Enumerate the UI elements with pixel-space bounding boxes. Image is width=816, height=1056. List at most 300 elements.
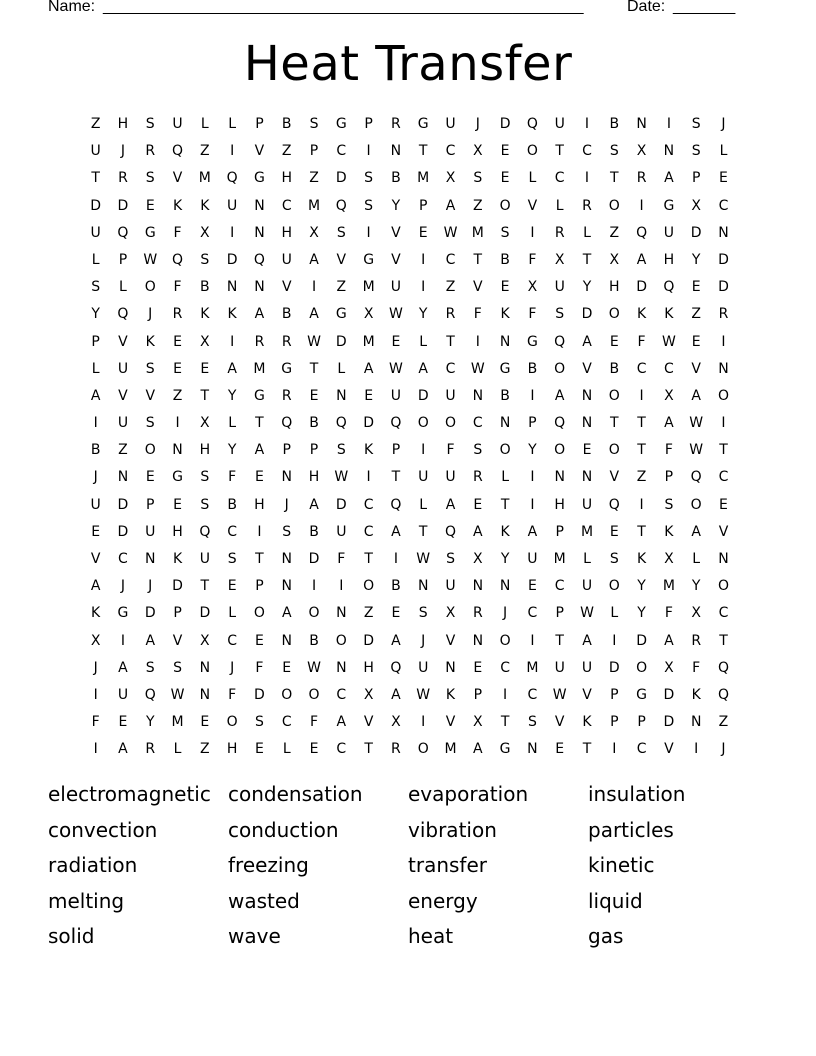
grid-letter[interactable]: T: [637, 442, 646, 459]
grid-letter[interactable]: X: [664, 551, 674, 567]
grid-letter[interactable]: X: [691, 605, 701, 622]
grid-letter[interactable]: V: [254, 143, 265, 160]
grid-letter[interactable]: K: [445, 686, 456, 703]
grid-letter[interactable]: T: [200, 578, 210, 595]
grid-letter[interactable]: O: [444, 415, 457, 432]
grid-letter[interactable]: S: [500, 224, 510, 241]
grid-letter[interactable]: G: [335, 306, 347, 323]
grid-letter[interactable]: D: [117, 523, 129, 540]
grid-letter[interactable]: F: [337, 551, 346, 567]
grid-letter[interactable]: D: [363, 415, 374, 432]
grid-letter[interactable]: A: [391, 523, 401, 540]
grid-letter[interactable]: E: [255, 632, 264, 649]
grid-letter[interactable]: C: [336, 741, 347, 758]
grid-letter[interactable]: I: [366, 224, 371, 241]
grid-letter[interactable]: P: [391, 442, 401, 459]
grid-letter[interactable]: T: [255, 551, 264, 567]
grid-letter[interactable]: K: [636, 551, 647, 567]
grid-letter[interactable]: A: [336, 714, 347, 731]
grid-letter[interactable]: T: [500, 714, 510, 731]
grid-letter[interactable]: C: [718, 605, 729, 622]
grid-letter[interactable]: V: [118, 333, 128, 350]
grid-letter[interactable]: I: [639, 197, 644, 214]
grid-letter[interactable]: I: [393, 551, 398, 567]
grid-letter[interactable]: Z: [90, 116, 101, 132]
grid-letter[interactable]: W: [416, 551, 431, 567]
grid-letter[interactable]: E: [173, 333, 182, 350]
grid-letter[interactable]: U: [117, 415, 129, 432]
grid-letter[interactable]: P: [146, 496, 155, 513]
grid-letter[interactable]: T: [500, 496, 510, 513]
grid-letter[interactable]: B: [90, 442, 101, 459]
grid-letter[interactable]: S: [309, 116, 319, 132]
grid-letter[interactable]: B: [309, 523, 319, 540]
grid-letter[interactable]: S: [418, 605, 428, 622]
grid-letter[interactable]: D: [581, 306, 593, 323]
grid-letter[interactable]: D: [417, 387, 429, 404]
grid-letter[interactable]: U: [172, 116, 183, 132]
grid-letter[interactable]: N: [690, 714, 702, 731]
grid-letter[interactable]: R: [145, 741, 156, 758]
grid-letter[interactable]: D: [636, 632, 647, 649]
grid-letter[interactable]: S: [200, 496, 210, 513]
grid-letter[interactable]: E: [719, 496, 728, 513]
grid-letter[interactable]: P: [173, 605, 182, 622]
grid-letter[interactable]: K: [636, 306, 647, 323]
grid-letter[interactable]: L: [528, 170, 537, 187]
grid-letter[interactable]: T: [719, 442, 728, 459]
grid-letter[interactable]: O: [636, 659, 648, 676]
grid-letter[interactable]: T: [637, 523, 646, 540]
grid-letter[interactable]: E: [473, 659, 483, 676]
grid-letter[interactable]: R: [636, 170, 647, 187]
grid-letter[interactable]: G: [636, 686, 648, 703]
grid-letter[interactable]: A: [418, 360, 428, 377]
grid-letter[interactable]: D: [718, 251, 729, 268]
grid-letter[interactable]: N: [527, 741, 538, 758]
grid-letter[interactable]: M: [580, 523, 594, 540]
grid-letter[interactable]: U: [117, 360, 129, 377]
grid-letter[interactable]: S: [555, 306, 565, 323]
grid-letter[interactable]: Q: [390, 496, 402, 513]
grid-letter[interactable]: F: [446, 442, 455, 459]
grid-letter[interactable]: Z: [691, 306, 701, 323]
grid-letter[interactable]: D: [499, 116, 511, 132]
grid-letter[interactable]: P: [528, 415, 537, 432]
grid-letter[interactable]: W: [170, 686, 185, 703]
grid-letter[interactable]: Y: [637, 578, 646, 595]
grid-letter[interactable]: U: [390, 387, 402, 404]
grid-letter[interactable]: V: [90, 551, 101, 567]
grid-letter[interactable]: O: [554, 360, 566, 377]
grid-letter[interactable]: C: [118, 551, 128, 567]
grid-letter[interactable]: S: [282, 523, 292, 540]
grid-letter[interactable]: N: [281, 551, 292, 567]
grid-letter[interactable]: M: [253, 360, 266, 377]
grid-letter[interactable]: A: [118, 741, 128, 758]
grid-letter[interactable]: U: [554, 659, 565, 676]
grid-letter[interactable]: T: [719, 632, 728, 649]
grid-letter[interactable]: E: [173, 496, 182, 513]
grid-letter[interactable]: S: [446, 551, 455, 567]
grid-letter[interactable]: J: [284, 496, 289, 513]
grid-letter[interactable]: R: [554, 224, 565, 241]
grid-letter[interactable]: Q: [144, 686, 156, 703]
grid-letter[interactable]: B: [281, 306, 292, 323]
grid-letter[interactable]: U: [336, 523, 347, 540]
grid-letter[interactable]: X: [527, 279, 538, 296]
grid-letter[interactable]: G: [499, 360, 511, 377]
grid-letter[interactable]: B: [500, 387, 510, 404]
grid-letter[interactable]: E: [391, 333, 401, 350]
grid-letter[interactable]: S: [364, 170, 374, 187]
grid-letter[interactable]: E: [255, 469, 264, 486]
grid-letter[interactable]: L: [419, 496, 428, 513]
grid-letter[interactable]: C: [227, 523, 238, 540]
grid-letter[interactable]: Z: [473, 197, 483, 214]
grid-letter[interactable]: O: [608, 442, 620, 459]
grid-letter[interactable]: Z: [118, 442, 128, 459]
grid-letter[interactable]: W: [443, 224, 458, 241]
grid-letter[interactable]: G: [335, 116, 347, 132]
grid-letter[interactable]: Q: [717, 659, 729, 676]
grid-letter[interactable]: R: [172, 306, 183, 323]
grid-letter[interactable]: M: [362, 333, 375, 350]
grid-letter[interactable]: I: [666, 116, 671, 132]
grid-letter[interactable]: I: [311, 279, 317, 296]
grid-letter[interactable]: W: [307, 333, 321, 350]
grid-letter[interactable]: Y: [582, 279, 592, 296]
grid-letter[interactable]: C: [718, 469, 729, 486]
grid-letter[interactable]: J: [120, 143, 126, 160]
grid-letter[interactable]: Z: [636, 469, 647, 486]
grid-letter[interactable]: J: [148, 306, 153, 323]
grid-letter[interactable]: O: [608, 387, 620, 404]
grid-letter[interactable]: T: [610, 170, 619, 187]
grid-letter[interactable]: I: [530, 469, 535, 486]
grid-letter[interactable]: M: [307, 197, 321, 214]
grid-letter[interactable]: V: [172, 632, 183, 649]
grid-letter[interactable]: R: [691, 632, 702, 649]
grid-letter[interactable]: N: [499, 415, 511, 432]
grid-letter[interactable]: P: [637, 714, 646, 731]
grid-letter[interactable]: E: [255, 741, 264, 758]
grid-letter[interactable]: U: [145, 523, 156, 540]
grid-letter[interactable]: W: [689, 442, 704, 459]
grid-letter[interactable]: G: [254, 387, 265, 404]
grid-letter[interactable]: E: [200, 714, 210, 731]
grid-letter[interactable]: D: [363, 632, 374, 649]
grid-letter[interactable]: K: [500, 523, 510, 540]
grid-letter[interactable]: U: [554, 116, 565, 132]
grid-letter[interactable]: C: [472, 415, 483, 432]
grid-letter[interactable]: W: [334, 469, 349, 486]
grid-letter[interactable]: X: [691, 197, 701, 214]
grid-letter[interactable]: Z: [309, 170, 319, 187]
grid-letter[interactable]: F: [91, 714, 100, 731]
grid-letter[interactable]: L: [610, 605, 619, 622]
grid-letter[interactable]: R: [391, 116, 401, 132]
grid-letter[interactable]: S: [91, 279, 101, 296]
grid-letter[interactable]: A: [664, 632, 674, 649]
grid-letter[interactable]: P: [255, 578, 264, 595]
grid-letter[interactable]: O: [499, 442, 511, 459]
grid-letter[interactable]: O: [335, 632, 347, 649]
grid-letter[interactable]: U: [581, 496, 593, 513]
grid-letter[interactable]: S: [145, 659, 155, 676]
grid-letter[interactable]: U: [90, 224, 101, 241]
grid-letter[interactable]: S: [473, 170, 483, 187]
grid-letter[interactable]: C: [281, 197, 292, 214]
grid-letter[interactable]: F: [228, 469, 237, 486]
grid-letter[interactable]: G: [526, 333, 538, 350]
grid-letter[interactable]: H: [254, 496, 265, 513]
grid-letter[interactable]: I: [612, 741, 617, 758]
grid-letter[interactable]: Z: [336, 279, 347, 296]
grid-letter[interactable]: L: [419, 333, 428, 350]
grid-letter[interactable]: X: [200, 632, 210, 649]
grid-letter[interactable]: N: [199, 686, 211, 703]
grid-letter[interactable]: J: [230, 659, 235, 676]
grid-letter[interactable]: V: [391, 224, 401, 241]
grid-letter[interactable]: J: [93, 659, 98, 676]
grid-letter[interactable]: C: [527, 605, 538, 622]
grid-letter[interactable]: S: [691, 116, 701, 132]
grid-letter[interactable]: F: [309, 714, 319, 731]
grid-letter[interactable]: V: [609, 469, 620, 486]
grid-letter[interactable]: P: [255, 116, 264, 132]
grid-letter[interactable]: W: [388, 306, 403, 323]
grid-letter[interactable]: E: [500, 170, 510, 187]
grid-letter[interactable]: D: [608, 659, 620, 676]
grid-letter[interactable]: V: [281, 279, 292, 296]
grid-letter[interactable]: A: [554, 387, 565, 404]
grid-letter[interactable]: K: [172, 197, 183, 214]
grid-letter[interactable]: G: [117, 605, 129, 622]
grid-letter[interactable]: L: [91, 251, 100, 268]
grid-letter[interactable]: D: [226, 251, 238, 268]
grid-letter[interactable]: B: [391, 578, 401, 595]
grid-letter[interactable]: M: [662, 578, 675, 595]
grid-letter[interactable]: S: [200, 251, 210, 268]
grid-letter[interactable]: D: [335, 170, 347, 187]
grid-letter[interactable]: P: [309, 143, 319, 160]
grid-letter[interactable]: W: [416, 686, 431, 703]
grid-letter[interactable]: Y: [637, 605, 646, 622]
grid-letter[interactable]: X: [664, 387, 674, 404]
grid-letter[interactable]: S: [473, 442, 483, 459]
grid-letter[interactable]: V: [391, 251, 401, 268]
grid-letter[interactable]: Q: [717, 686, 729, 703]
grid-letter[interactable]: P: [555, 605, 564, 622]
grid-letter[interactable]: F: [528, 306, 537, 323]
grid-letter[interactable]: L: [282, 741, 291, 758]
grid-letter[interactable]: Q: [390, 415, 402, 432]
grid-letter[interactable]: T: [555, 632, 564, 649]
grid-letter[interactable]: S: [364, 197, 374, 214]
grid-letter[interactable]: A: [227, 360, 237, 377]
grid-letter[interactable]: E: [91, 523, 101, 540]
grid-letter[interactable]: A: [391, 632, 401, 649]
grid-letter[interactable]: Q: [690, 469, 702, 486]
grid-letter[interactable]: Q: [117, 224, 129, 241]
grid-letter[interactable]: B: [391, 170, 401, 187]
grid-letter[interactable]: B: [309, 632, 319, 649]
grid-letter[interactable]: I: [694, 741, 699, 758]
grid-letter[interactable]: O: [608, 306, 620, 323]
grid-letter[interactable]: I: [639, 387, 644, 404]
grid-letter[interactable]: J: [120, 578, 126, 595]
grid-letter[interactable]: F: [173, 279, 182, 296]
grid-letter[interactable]: U: [390, 279, 402, 296]
grid-letter[interactable]: T: [582, 251, 592, 268]
grid-letter[interactable]: O: [717, 387, 729, 404]
grid-letter[interactable]: C: [363, 523, 374, 540]
grid-letter[interactable]: U: [445, 116, 456, 132]
grid-letter[interactable]: Z: [172, 387, 183, 404]
grid-letter[interactable]: V: [363, 714, 374, 731]
grid-letter[interactable]: Q: [335, 197, 347, 214]
grid-letter[interactable]: H: [609, 279, 620, 296]
grid-letter[interactable]: U: [418, 469, 429, 486]
grid-letter[interactable]: I: [175, 415, 180, 432]
grid-letter[interactable]: Q: [390, 659, 402, 676]
grid-letter[interactable]: O: [417, 415, 429, 432]
grid-letter[interactable]: R: [145, 143, 156, 160]
grid-letter[interactable]: K: [145, 333, 155, 350]
grid-letter[interactable]: A: [363, 360, 374, 377]
grid-letter[interactable]: Y: [145, 714, 155, 731]
grid-letter[interactable]: A: [664, 170, 674, 187]
grid-letter[interactable]: B: [609, 116, 620, 132]
grid-letter[interactable]: A: [309, 251, 319, 268]
grid-letter[interactable]: O: [363, 578, 375, 595]
grid-letter[interactable]: H: [281, 224, 292, 241]
grid-letter[interactable]: T: [255, 415, 264, 432]
grid-letter[interactable]: I: [120, 632, 126, 649]
grid-letter[interactable]: I: [230, 333, 235, 350]
grid-letter[interactable]: E: [691, 279, 701, 296]
grid-letter[interactable]: U: [445, 387, 456, 404]
name-field[interactable]: ______________________________________________________: [103, 0, 584, 15]
grid-letter[interactable]: O: [499, 632, 511, 649]
grid-letter[interactable]: Y: [227, 387, 237, 404]
grid-letter[interactable]: T: [418, 523, 428, 540]
grid-letter[interactable]: L: [228, 605, 237, 622]
grid-letter[interactable]: A: [145, 632, 156, 649]
grid-letter[interactable]: R: [582, 197, 592, 214]
grid-letter[interactable]: G: [663, 197, 675, 214]
grid-letter[interactable]: N: [254, 279, 265, 296]
grid-letter[interactable]: L: [91, 360, 100, 377]
grid-letter[interactable]: A: [636, 251, 647, 268]
grid-letter[interactable]: V: [554, 714, 565, 731]
grid-letter[interactable]: N: [281, 632, 292, 649]
grid-letter[interactable]: L: [583, 551, 591, 567]
grid-letter[interactable]: D: [335, 333, 347, 350]
grid-letter[interactable]: U: [418, 659, 429, 676]
grid-letter[interactable]: W: [307, 659, 321, 676]
grid-letter[interactable]: C: [554, 170, 565, 187]
grid-letter[interactable]: X: [363, 686, 374, 703]
grid-letter[interactable]: T: [309, 360, 319, 377]
grid-letter[interactable]: K: [200, 306, 210, 323]
grid-letter[interactable]: E: [500, 279, 510, 296]
grid-letter[interactable]: H: [308, 469, 320, 486]
grid-letter[interactable]: E: [555, 741, 565, 758]
grid-letter[interactable]: P: [691, 170, 701, 187]
grid-letter[interactable]: D: [144, 605, 156, 622]
grid-letter[interactable]: U: [90, 143, 101, 160]
grid-letter[interactable]: D: [690, 224, 702, 241]
grid-letter[interactable]: N: [472, 578, 484, 595]
grid-letter[interactable]: T: [582, 741, 592, 758]
grid-letter[interactable]: E: [173, 360, 182, 377]
grid-letter[interactable]: E: [118, 714, 128, 731]
grid-letter[interactable]: Y: [91, 306, 100, 323]
grid-letter[interactable]: K: [582, 714, 592, 731]
grid-letter[interactable]: L: [501, 469, 509, 486]
grid-letter[interactable]: M: [526, 659, 539, 676]
grid-letter[interactable]: S: [254, 714, 264, 731]
grid-letter[interactable]: I: [93, 415, 98, 432]
grid-letter[interactable]: S: [145, 360, 155, 377]
grid-letter[interactable]: R: [472, 469, 483, 486]
grid-letter[interactable]: I: [366, 469, 371, 486]
grid-letter[interactable]: C: [527, 686, 538, 703]
grid-letter[interactable]: C: [500, 659, 510, 676]
grid-letter[interactable]: A: [254, 306, 265, 323]
grid-letter[interactable]: A: [309, 496, 319, 513]
grid-letter[interactable]: U: [663, 224, 674, 241]
grid-letter[interactable]: A: [309, 306, 319, 323]
grid-letter[interactable]: B: [281, 116, 292, 132]
grid-letter[interactable]: S: [145, 170, 155, 187]
grid-letter[interactable]: O: [608, 197, 620, 214]
grid-letter[interactable]: S: [336, 442, 346, 459]
grid-letter[interactable]: Q: [117, 306, 129, 323]
grid-letter[interactable]: A: [90, 387, 101, 404]
grid-letter[interactable]: I: [503, 686, 508, 703]
grid-letter[interactable]: Y: [691, 251, 701, 268]
grid-letter[interactable]: E: [282, 659, 292, 676]
grid-letter[interactable]: M: [417, 170, 430, 187]
grid-letter[interactable]: C: [227, 632, 238, 649]
grid-letter[interactable]: X: [363, 306, 374, 323]
grid-letter[interactable]: J: [475, 116, 480, 132]
grid-letter[interactable]: I: [530, 224, 535, 241]
grid-letter[interactable]: W: [580, 605, 594, 622]
grid-letter[interactable]: W: [143, 251, 158, 268]
grid-letter[interactable]: O: [281, 686, 293, 703]
grid-letter[interactable]: D: [90, 197, 102, 214]
grid-letter[interactable]: P: [418, 197, 428, 214]
grid-letter[interactable]: T: [473, 251, 483, 268]
grid-letter[interactable]: Y: [528, 442, 537, 459]
grid-letter[interactable]: G: [281, 360, 293, 377]
grid-letter[interactable]: C: [445, 251, 456, 268]
grid-letter[interactable]: U: [554, 279, 565, 296]
grid-letter[interactable]: Q: [663, 279, 675, 296]
grid-letter[interactable]: V: [664, 741, 674, 758]
grid-letter[interactable]: U: [581, 578, 593, 595]
grid-letter[interactable]: M: [171, 714, 184, 731]
grid-letter[interactable]: D: [308, 551, 320, 567]
grid-letter[interactable]: F: [692, 659, 701, 676]
grid-letter[interactable]: D: [663, 714, 675, 731]
grid-letter[interactable]: P: [282, 442, 291, 459]
grid-letter[interactable]: G: [363, 251, 375, 268]
